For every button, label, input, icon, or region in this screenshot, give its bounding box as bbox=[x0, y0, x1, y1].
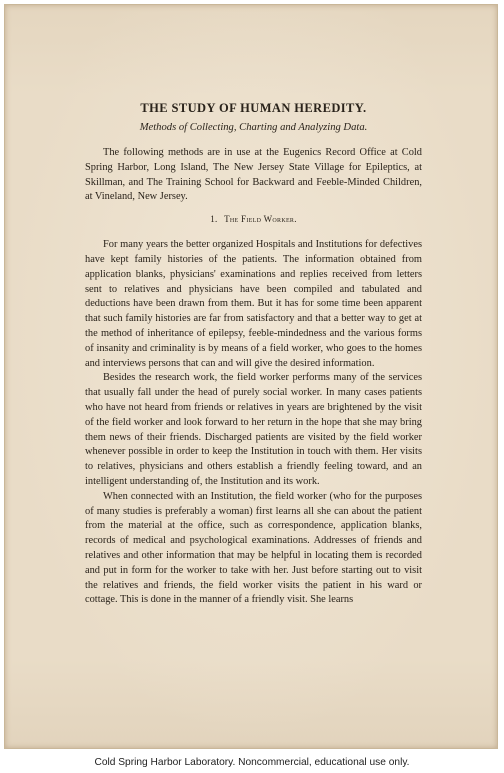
document-subtitle: Methods of Collecting, Charting and Analyzing Data. bbox=[139, 122, 368, 133]
section-heading bbox=[85, 213, 422, 226]
footer-credit: Cold Spring Harbor Laboratory. Noncommercial, educational use only. bbox=[94, 757, 410, 768]
section-number: 1. bbox=[210, 214, 218, 225]
body-paragraph-1: For many years the better organized Hospitals and Institutions for defectives have kept family histories of the patients. The information obtained from application blanks, physicians' examinations and replies received from letters sent to relatives and physicians have been compiled and tabulated and deductions have been drawn from them. But it has for some time been apparent that such family histories are far from satisfactory and that a better way to get at the method of inheritance of epilepsy, feeble-mindedness and the various forms of insanity and criminality is by means of a field worker, who goes to the homes and interviews persons that can and will give the desired information. bbox=[85, 239, 422, 369]
section-title: The Field Worker. bbox=[224, 214, 297, 225]
document-body bbox=[85, 100, 422, 608]
body-paragraph-3: When connected with an Institution, the field worker (who for the purposes of many studies is preferably a woman) first learns all she can about the patient from the material at the office, such as correspondence, application blanks, records of medical and psychological examinations. Addresses of friends and relatives and other information that may be helpful in locating them is recorded and put in form for the worker to take with her. Just before starting out to visit the relatives and friends, the field worker visits the patient in his ward or cottage. This is done in the manner of a friendly visit. She learns bbox=[85, 490, 422, 606]
body-paragraph-2: Besides the research work, the field worker performs many of the services that usually fall under the head of purely social worker. In many cases patients who have not heard from friends or relatives in years are brightened by the visit of the field worker and look forward to her return in the hope that she may bring them news of their friends. Discharged patients are visited by the field worker whenever possible in order to keep the Institution in touch with them. Her visits to relatives, physicians and others establish a friendly feeling toward, and an intelligent understanding of, the Institution and its work. bbox=[85, 372, 422, 487]
intro-paragraph: The following methods are in use at the Eugenics Record Office at Cold Spring Harbor, Long Island, The New Jersey State Village for Epileptics, at Skillman, and The Training School for Backward and Feeble-Minded Children, at Vineland, New Jersey. bbox=[85, 147, 422, 203]
document-title: THE STUDY OF HUMAN HEREDITY. bbox=[140, 101, 367, 115]
